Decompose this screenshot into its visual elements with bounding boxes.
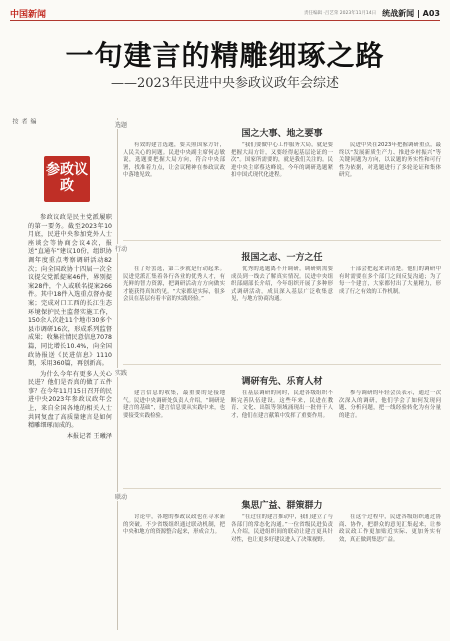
paragraph: 参与调研的年轻会员表示，通过一次次深入的调研，他们学会了如何发现问题、分析问题，把一线经验转化为有分量的建言。 <box>339 390 441 419</box>
sidebar-text <box>28 214 112 441</box>
section-columns <box>123 142 441 234</box>
paragraph: 在基层调研的同时，民进各级组织不断完善队伍建设。这些年来，民进在教育、文化、出版等领域涌现出一批骨干人才，他们在建言献策中发挥了重要作用。 <box>231 390 333 419</box>
paragraph: 千部会把起来讲清楚。他们的调研中有时需要在多个部门之间反复沟通；为了每一个建言，大家都付出了大量精力，形成了行之有效的工作机制。 <box>339 266 441 295</box>
section-heading: 报国之志、一方之任 <box>241 253 323 263</box>
paragraph: 建言信息的收集，最重要的是接地气。民进中央调研处负责人介绍，“调研是建言的基础”，建言信息要从实践中来，也要接受实践检验。 <box>123 390 225 419</box>
section-columns <box>123 514 441 626</box>
section-divider <box>123 488 441 489</box>
section-divider <box>123 364 441 365</box>
article-subtitle: ——2023年民进中央参政议政年会综述 <box>110 76 340 91</box>
author-byline: 本报记者 王曦泽 <box>66 432 112 440</box>
sidebar-label: 编者按 <box>11 118 36 124</box>
paragraph: “我们要做中心工作服务大局，就是要把握大局方针，又要经得起基层论证的一次”。国家所需要的，就是我们关注的。民进中央主席蔡达峰说，今年的调研选题紧扣中国式现代化进程。 <box>231 142 333 179</box>
paragraph: 在这个过程中，民进各级组织通过协商、协作，把群众的意见汇集起来，让参政议政工作更加贴近实际、更加务实有效，真正做到集思广益。 <box>339 514 441 543</box>
paragraph: 讨论中，各地的参政议政也在寻求新的突破。不少省级组织通过联动机制，把中央和地方的资源整合起来，形成合力。 <box>123 514 225 536</box>
section-heading: 国之大事、地之要事 <box>241 129 323 139</box>
page-header <box>10 6 440 21</box>
section-heading: 调研有先、乐育人材 <box>241 377 323 387</box>
section-label: 实践 <box>115 370 128 377</box>
section-heading: 集思广益、群策群力 <box>241 501 323 511</box>
paragraph: 优秀的选题离不开调研，调研则需要成员到一线去了解真实情况。民进中央组织部副部长介绍，今年组织开展了多种形式调研活动，成员深入基层广泛收集意见，与地方协商沟通。 <box>231 266 333 303</box>
sidebar-paragraph: 参政议政是民主党派履职的第一要务。截至2023年10月底，民进中央参加党外人士座谈会等协商会议4次，报送“直通车”建议10份，组织协调年度重点考察调研活动82次；向全国政协十四届一次全议提交党派提案46件，界别提案28件，个人或联名提案266件。其中18件入选重点督办提案；完成对口工西的长江生态环境保护民主监督实施工作，150余人次赴11个地市30多个县市调研16次，形成系列监督成果；收集社情民意信息7078篇，同比增长10.4%，向全国政协报送《民进信息》1110期，采用360篇，再创新高。 <box>28 214 112 368</box>
paragraph: 在了好罢选，第二步就是行动起来。民进党派汇集着各行各业的优秀人才，有光鲜的智力资源，把调研活动方方向做实才能获得真知灼见。“大家都是实际，很多会员在基层有着丰富的实践经验。” <box>123 266 225 303</box>
section-label: 选题 <box>115 122 128 129</box>
sidebar-paragraph: 为什么今年有更多人关心民进？他们是否真的做了五件事？在今年11月15日召开的民进中央2023年参政议政年会上，来自全国各地的相关人士共同复盘了高质量建言是如何精雕细琢而成的。 <box>28 370 112 430</box>
article-title: 一句建言的精雕细琢之路 <box>65 39 385 72</box>
paragraph: 民进中央在2023年把握调研重点，最终以“发展新质生产力、推进乡村振兴”等关键问题为方向，以议题的务实性和可行性为依据，对选题进行了多轮论证和集体研究。 <box>339 142 441 179</box>
newspaper-logo: 中国新闻 <box>10 9 47 20</box>
topic-badge: 参政议政 <box>44 156 90 202</box>
section-title: 统战新闻 | A03 <box>382 8 440 18</box>
section-columns <box>123 266 441 358</box>
section-columns <box>123 390 441 482</box>
section-divider <box>123 240 441 241</box>
paragraph: “在过往的建言推动中，我们建立了与各部门的常态化沟通。”一位省级民进负责人介绍，民进组织间的联动让建言更具针对性，也让更多好建议进入了决策视野。 <box>231 514 333 543</box>
paragraph: 有效的建言选题，要关照国家方针，人民关心的问题。民进中央副主席何志敏说，选题要把握大局方向，符合中央部署，找准着力点，让会议精神在参政议政中落地见效。 <box>123 142 225 179</box>
section-label: 联动 <box>115 494 128 501</box>
section-label: 行动 <box>115 246 128 253</box>
page-meta: 责任编辑 ·吕艺荣 2023年11月14日 <box>303 11 377 16</box>
